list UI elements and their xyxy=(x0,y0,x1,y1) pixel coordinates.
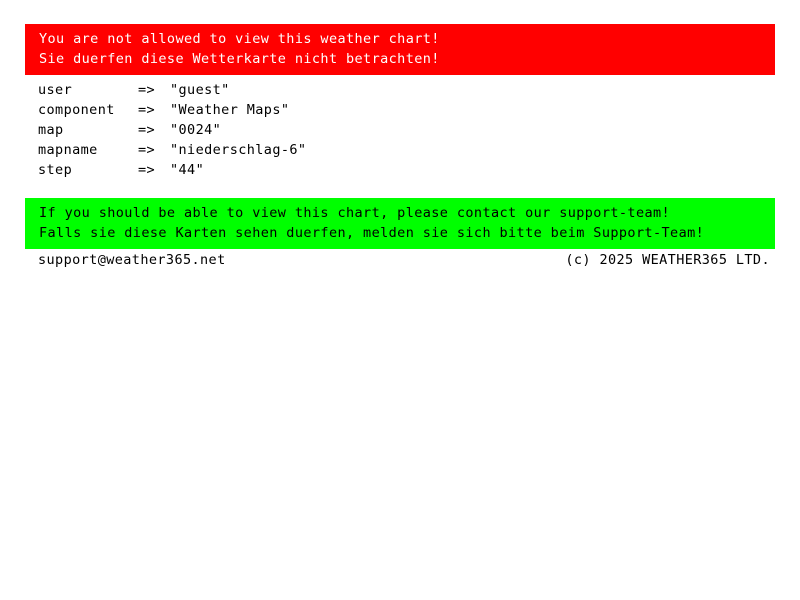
param-row xyxy=(38,140,306,160)
support-email-link[interactable]: support@weather365.net xyxy=(38,252,226,268)
param-value: "Weather Maps" xyxy=(170,102,290,118)
param-arrow: => xyxy=(138,102,156,118)
param-value: "guest" xyxy=(170,82,230,98)
footer xyxy=(38,250,770,270)
param-arrow: => xyxy=(138,162,156,178)
param-key: step xyxy=(38,162,73,178)
param-key: component xyxy=(38,102,115,118)
param-row xyxy=(38,160,306,180)
request-parameters xyxy=(38,80,306,180)
param-value: "0024" xyxy=(170,122,222,138)
param-row xyxy=(38,100,306,120)
param-arrow: => xyxy=(138,82,156,98)
param-value: "44" xyxy=(170,162,205,178)
param-row xyxy=(38,120,306,140)
error-banner-line-de: Sie duerfen diese Wetterkarte nicht betrachten! xyxy=(39,51,440,67)
param-value: "niederschlag-6" xyxy=(170,142,307,158)
param-arrow: => xyxy=(138,122,156,138)
param-key: mapname xyxy=(38,142,98,158)
param-key: user xyxy=(38,82,73,98)
param-key: map xyxy=(38,122,64,138)
copyright-text: (c) 2025 WEATHER365 LTD. xyxy=(565,252,770,268)
error-banner-line-en: You are not allowed to view this weather chart! xyxy=(39,31,440,47)
info-banner-line-de: Falls sie diese Karten sehen duerfen, melden sie sich bitte beim Support-Team! xyxy=(39,225,705,241)
param-row xyxy=(38,80,306,100)
info-banner-line-en: If you should be able to view this chart, please contact our support-team! xyxy=(39,205,671,221)
param-arrow: => xyxy=(138,142,156,158)
info-banner xyxy=(25,198,775,249)
error-banner xyxy=(25,24,775,75)
